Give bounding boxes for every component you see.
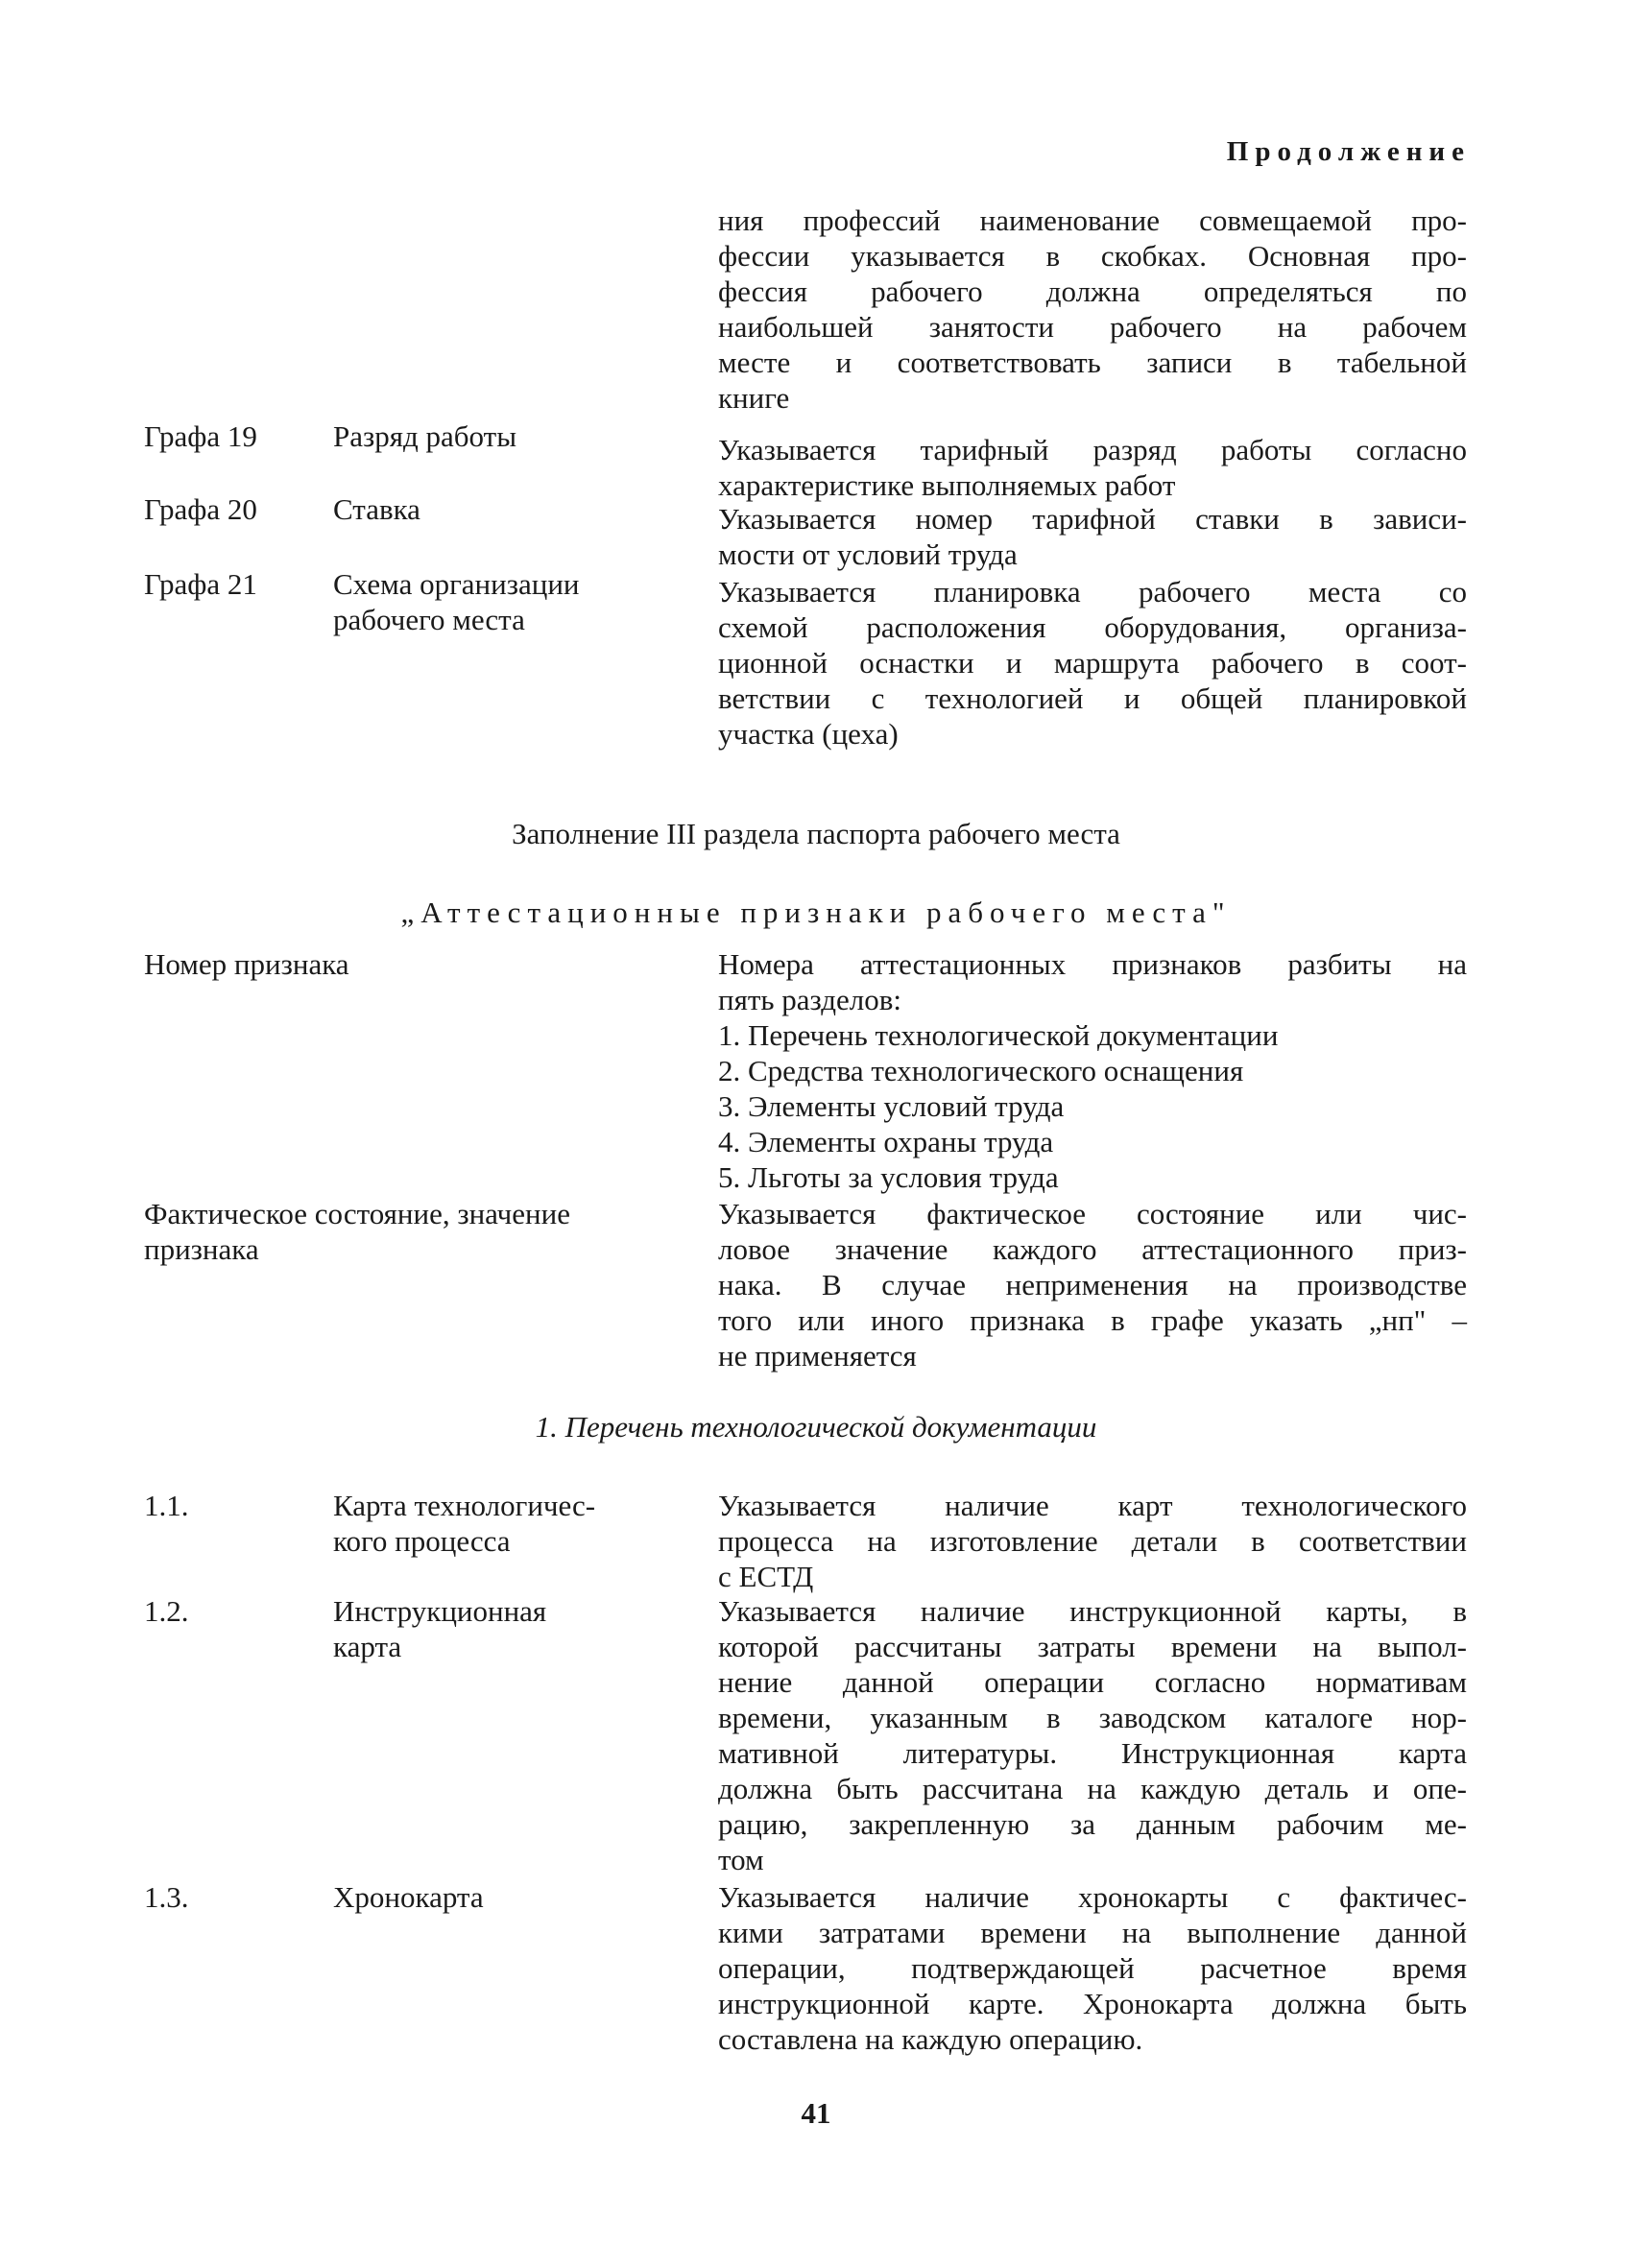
text-line: Указывается наличие инструкционной карты, в — [718, 1594, 1467, 1628]
list-item: 2. Средства технологического оснащения — [718, 1054, 1244, 1087]
doclist-title: 1. Перечень технологической документации — [535, 1410, 1097, 1444]
text-line: должна быть рассчитана на каждую деталь и опе- — [718, 1772, 1467, 1805]
text-line: карта — [333, 1630, 402, 1663]
text-line: мативной литературы. Инструкционная карта — [718, 1736, 1467, 1770]
text-line: наибольшей занятости рабочего на рабочем — [718, 310, 1467, 344]
text-line: ционной оснастки и маршрута рабочего в соот- — [718, 646, 1467, 680]
text-line: нака. В случае неприменения на производстве — [718, 1268, 1467, 1301]
text-line: характеристике выполняемых работ — [718, 468, 1176, 502]
text-line: книге — [718, 381, 790, 415]
fact-state-description — [718, 1196, 1467, 1373]
text-line: того или иного признака в графе указать „нп" – — [718, 1303, 1467, 1337]
text-line: времени, указанным в заводском каталоге нор- — [718, 1701, 1467, 1734]
grafa-number: Графа 20 — [144, 492, 257, 526]
text-line: кого процесса — [333, 1524, 511, 1558]
text-line: месте и соответствовать записи в табельной — [718, 346, 1467, 379]
text-line: Фактическое состояние, значение — [144, 1197, 570, 1230]
grafa-number: Графа 21 — [144, 567, 257, 601]
text-line: признака — [144, 1232, 259, 1266]
grafa-description — [718, 501, 1467, 572]
text-line: участка (цеха) — [718, 717, 899, 751]
text-line: инструкционной карте. Хронокарта должна быть — [718, 1987, 1467, 2020]
grafa-description — [718, 574, 1467, 752]
text-line: ния профессий наименование совмещаемой про- — [718, 203, 1467, 237]
text-line: операции, подтверждающей расчетное время — [718, 1951, 1467, 1985]
text-line: Указывается наличие хронокарты с фактичес- — [718, 1880, 1467, 1914]
text-line: Схема организации — [333, 567, 580, 601]
item-description — [718, 1879, 1467, 2057]
grafa-name: Разряд работы — [333, 419, 517, 453]
text-line: которой рассчитаны затраты времени на выпол- — [718, 1630, 1467, 1663]
item-number: 1.2. — [144, 1594, 189, 1628]
list-item: 3. Элементы условий труда — [718, 1089, 1065, 1123]
item-description — [718, 1488, 1467, 1594]
grafa-name — [333, 566, 580, 637]
intro-paragraph — [718, 203, 1467, 416]
page-number: 41 — [801, 2096, 831, 2130]
text-line: рабочего места — [333, 603, 525, 636]
text-line: Карта технологичес- — [333, 1489, 596, 1522]
text-line: составлена на каждую операцию. — [718, 2022, 1143, 2056]
fact-state-label — [144, 1196, 570, 1267]
text-line: Указывается планировка рабочего места со — [718, 575, 1467, 609]
section-subtitle: „Аттестационные признаки рабочего места" — [400, 895, 1232, 929]
text-line: ловое значение каждого аттестационного приз- — [718, 1232, 1467, 1266]
list-item: 4. Элементы охраны труда — [718, 1125, 1054, 1158]
section-title: Заполнение III раздела паспорта рабочего места — [512, 817, 1120, 850]
text-line: фессия рабочего должна определяться по — [718, 275, 1467, 308]
grafa-description — [718, 432, 1467, 503]
text-line: процесса на изготовление детали в соответствии — [718, 1524, 1467, 1558]
text-line: не применяется — [718, 1339, 917, 1373]
grafa-number: Графа 19 — [144, 419, 257, 453]
item-name: Хронокарта — [333, 1880, 484, 1914]
text-line: Указывается номер тарифной ставки в зависи- — [718, 502, 1467, 536]
item-number: 1.3. — [144, 1880, 189, 1914]
continuation-label: Продолжение — [1226, 136, 1471, 167]
text-line: с ЕСТД — [718, 1560, 814, 1593]
text-line: пять разделов: — [718, 983, 901, 1016]
text-line: нение данной операции согласно нормативам — [718, 1665, 1467, 1699]
text-line: рацию, закрепленную за данным рабочим ме- — [718, 1807, 1467, 1841]
grafa-name: Ставка — [333, 492, 420, 526]
list-item: 5. Льготы за условия труда — [718, 1160, 1059, 1194]
text-line: Указывается фактическое состояние или чис- — [718, 1197, 1467, 1230]
item-description — [718, 1593, 1467, 1877]
text-line: мости от условий труда — [718, 537, 1018, 571]
text-line: схемой расположения оборудования, организа- — [718, 610, 1467, 644]
item-name — [333, 1593, 546, 1664]
text-line: ветствии с технологией и общей планировкой — [718, 681, 1467, 715]
text-line: Указывается тарифный разряд работы согласно — [718, 433, 1467, 466]
text-line: Инструкционная — [333, 1594, 547, 1628]
text-line: Номера аттестационных признаков разбиты на — [718, 947, 1467, 981]
sign-number-description — [718, 946, 1467, 1195]
list-item: 1. Перечень технологической документации — [718, 1018, 1279, 1052]
text-line: кими затратами времени на выполнение данной — [718, 1916, 1467, 1949]
item-number: 1.1. — [144, 1489, 189, 1522]
item-name — [333, 1488, 595, 1559]
text-line: фессии указывается в скобках. Основная про- — [718, 239, 1467, 273]
text-line: Указывается наличие карт технологического — [718, 1489, 1467, 1522]
sign-number-label: Номер признака — [144, 947, 349, 981]
text-line: том — [718, 1843, 764, 1876]
